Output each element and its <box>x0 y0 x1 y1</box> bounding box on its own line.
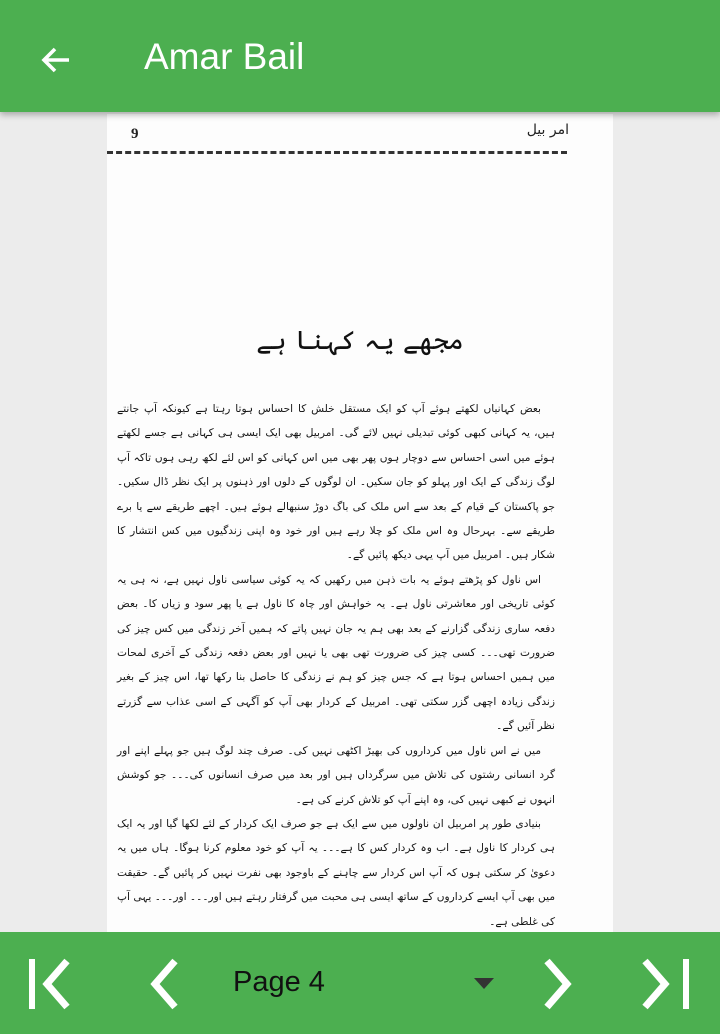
last-page-icon <box>637 955 695 1013</box>
paragraph: بعض کہانیاں لکھتے ہوئے آپ کو ایک مستقل خلش کا احساس ہوتا رہتا ہے کیونکہ آپ جانتے ہیں، یہ کہانی کبھی کوئی تبدیلی نہیں لائے گی۔ امربیل بھی ایک ایسی ہی کہانی ہے جسے لکھتے ہوئے میں اسی احساس سے دوچار ہوں پھر بھی میں اس کہانی کو اس لئے لکھ رہی ہوں تاکہ آپ لوگ زندگی کے ایک اور پہلو کو جان سکیں۔ ان لوگوں کے دلوں اور ذہنوں پر ایک نظر ڈال سکیں۔ جو پاکستان کے قیام کے بعد سے اس ملک کی باگ دوڑ سنبھالے ہوئے ہیں۔ اچھے طریقے سے یا برے طریقے سے۔ بہرحال وہ اس ملک کو چلا رہے ہیں اور خود وہ اپنی زندگیوں میں کس انتشار کا شکار ہیں۔ امربیل میں آپ یہی دیکھ پائیں گے۔ <box>117 403 555 562</box>
paragraph: بنیادی طور پر امربیل ان ناولوں میں سے ایک ہے جو صرف ایک کردار کے لئے لکھا گیا اور یہ ایک ہی کردار کا ناول ہے۔ اب وہ کردار کس کا ہے۔۔۔ یہ آپ کو خود معلوم کرنا ہوگا۔ ہاں میں یہ دعویٰ کر سکتی ہوں کہ آپ اس کردار سے چاہنے کے باوجود بھی نفرت نہیں کر پائیں گے۔ حقیقت میں بھی آپ ایسے کرداروں کے ساتھ ایسی ہی محبت میں گرفتار رہتے ہیں اور۔۔۔ اور۔۔۔ یہی آپ کی غلطی ہے۔ <box>117 817 555 928</box>
next-page-button[interactable] <box>530 954 590 1014</box>
page-select-dropdown[interactable] <box>214 958 504 1010</box>
page-number: 9 <box>131 126 139 142</box>
first-page-icon <box>23 955 81 1013</box>
document-page[interactable] <box>107 114 613 932</box>
first-page-button[interactable] <box>22 954 82 1014</box>
chapter-heading: مجھے یہ کہنا ہے <box>256 326 464 356</box>
arrow-back-icon <box>38 42 74 78</box>
chevron-left-icon <box>137 955 187 1013</box>
page-header-title: امر بیل <box>526 122 569 138</box>
page-body-text <box>117 397 555 958</box>
page-label: Page 4 <box>233 966 325 998</box>
last-page-button[interactable] <box>636 954 696 1014</box>
paragraph: اس ناول کو پڑھتے ہوئے یہ بات ذہن میں رکھیں کہ یہ کوئی سیاسی ناول نہیں ہے، نہ ہی یہ کوئی تاریخی اور معاشرتی ناول ہے۔ یہ خواہش اور چاہ کا ناول ہے یا پھر سود و زیاں کا۔ بعض دفعہ ساری زندگی گزارنے کے بعد بھی ہم یہ جان نہیں پاتے کہ ہمیں آخر زندگی میں کس چیز کی ضرورت تھی۔۔۔ کسی چیز کی ضرورت تھی بھی یا نہیں اور بعض دفعہ زندگی کے آخری لمحات میں ہمیں احساس ہوتا ہے کہ جس چیز کو ہم نے زندگی کا حاصل بنا رکھا تھا، اس چیز کے بغیر زندگی زیادہ اچھی گزر سکتی تھی۔ امربیل کے کردار بھی آپ کو آگہی کے اسی عذاب سے گزرتے نظر آئیں گے۔ <box>117 573 555 733</box>
page-navigation-bar <box>0 932 720 1034</box>
previous-page-button[interactable] <box>132 954 192 1014</box>
chevron-right-icon <box>535 955 585 1013</box>
dropdown-arrow-icon <box>474 978 494 990</box>
paragraph: میں نے اس ناول میں کرداروں کی بھیڑ اکٹھی نہیں کی۔ صرف چند لوگ ہیں جو پہلے اپنے اور گرد انسانی رشتوں کی تلاش میں سرگرداں ہیں اور بعد میں صرف انسانوں کی۔۔۔ جو کوشش انہوں نے کبھی نہیں کی، وہ اپنے آپ کو تلاش کرنے کی ہے۔ <box>117 744 555 806</box>
app-title: Amar Bail <box>144 36 305 77</box>
app-bar <box>0 0 720 112</box>
header-divider <box>107 151 567 154</box>
back-button[interactable] <box>30 34 82 86</box>
